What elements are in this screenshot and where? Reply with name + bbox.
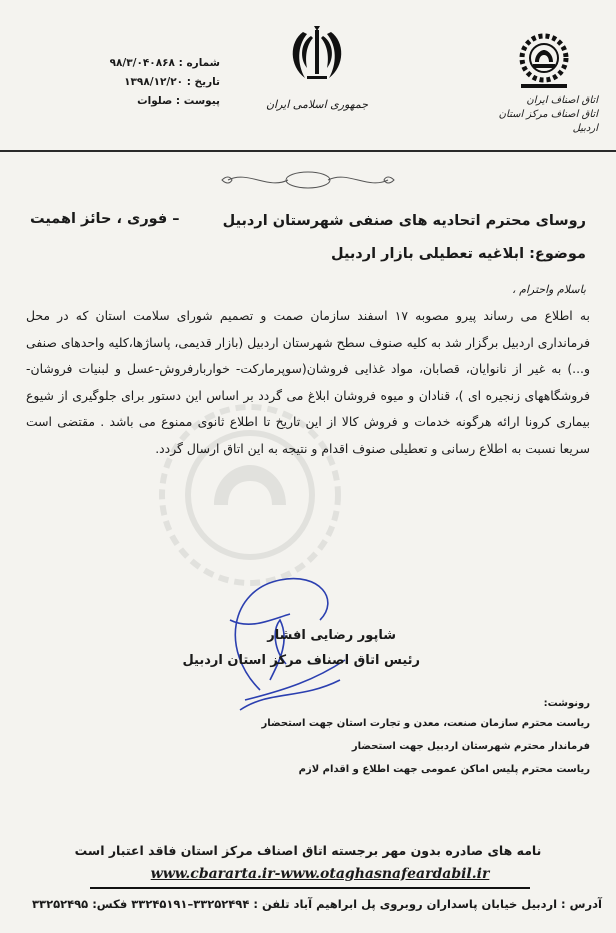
website-links: www.cbararta.ir-www.otaghasnafeardabil.ir: [150, 866, 490, 882]
body-paragraph: به اطلاع می رساند پیرو مصوبه ۱۷ اسفند سازمان صمت و تصمیم شورای سلامت استان که در محل فرمانداری اردبیل برگزار شد به کلیه صنوف سطح شهرستان اردبیل (بازار قدیمی، پاساژها،کلیه واحدهای صنفی و...) به غیر از نانوایان، قصابان، مواد غذایی فروشان(سوپرمارکت- خواربارفروش-عسل و لبنیات فروشان-فروشگاههای زنجیره ای )، قنادان و میوه فروشان ابلاغ می گردد بر اساس این دستور برای جلوگیری از شیوع بیماری کرونا ارائه هرگونه خدمات و فروش کالا از این تاریخ تا اطلاع ثانوی ممنوع می باشد . مقتضی است سریعا نسبت به اطلاع رسانی و تعطیلی صنوف اقدام و نتیجه به این اتاق ارسال گردد.: [26, 308, 590, 456]
header-divider: [0, 150, 616, 152]
letter-date-value: ۱۳۹۸/۱۲/۲۰: [124, 76, 184, 88]
guild-logo-icon: [513, 24, 575, 90]
letter-number-value: ۹۸/۳/۰۴۰۸۶۸: [109, 57, 175, 69]
chamber-name-1: اتاق اصناف ایران: [526, 95, 598, 106]
letter-attachment-value: صلوات: [137, 95, 173, 107]
subject-line: موضوع: ابلاغیه تعطیلی بازار اردبیل: [331, 246, 586, 262]
chamber-name-2: اتاق اصناف مرکز استان اردبیل: [498, 109, 598, 134]
validity-notice: نامه های صادره بدون مهر برجسته اتاق اصناف مرکز استان فاقد اعتبار است: [74, 843, 542, 858]
cc-heading: رونوشت:: [543, 698, 590, 709]
letter-number: [70, 54, 220, 73]
cc-item: ریاست محترم سازمان صنعت، معدن و تجارت استان جهت استحضار: [261, 718, 590, 729]
letter-meta: [70, 54, 220, 111]
iran-emblem-icon: [285, 24, 349, 90]
letter-body: [26, 303, 590, 462]
letter-date: [70, 73, 220, 92]
cc-item: فرماندار محترم شهرستان اردبیل جهت استحضار: [351, 741, 590, 752]
letter-date-label: تاریخ :: [186, 76, 220, 88]
signer-title: رئیس اتاق اصناف مرکز استان اردبیل: [182, 653, 420, 668]
addressee: روسای محترم اتحادیه های صنفی شهرستان اردبیل: [222, 213, 586, 229]
ornament-icon: [218, 166, 398, 194]
greeting: باسلام واحترام ،: [512, 283, 586, 296]
footer-divider: [90, 887, 530, 889]
signer-name: شاپور رضایی افشار: [267, 628, 396, 643]
cc-item: ریاست محترم پلیس اماکن عمومی جهت اطلاع و اقدام لازم: [298, 764, 590, 775]
letter-attachment-label: پیوست :: [175, 95, 220, 107]
letter-attachment: [70, 92, 220, 111]
republic-emblem: [262, 24, 372, 111]
priority-label: – فوری ، حائز اهمیت: [30, 211, 180, 227]
republic-text: جمهوری اسلامی ایران: [265, 98, 369, 111]
contact-address: آدرس : اردبیل خیابان پاسداران روبروی پل ابراهیم آباد تلفن : ۳۳۲۵۲۴۹۴–۳۳۲۴۵۱۹۱ فکس: ۳۳۲۵۲۴۹۵: [32, 897, 602, 911]
letterhead: [0, 0, 616, 150]
letter-number-label: شماره :: [178, 57, 220, 69]
chamber-logo: [490, 24, 598, 136]
